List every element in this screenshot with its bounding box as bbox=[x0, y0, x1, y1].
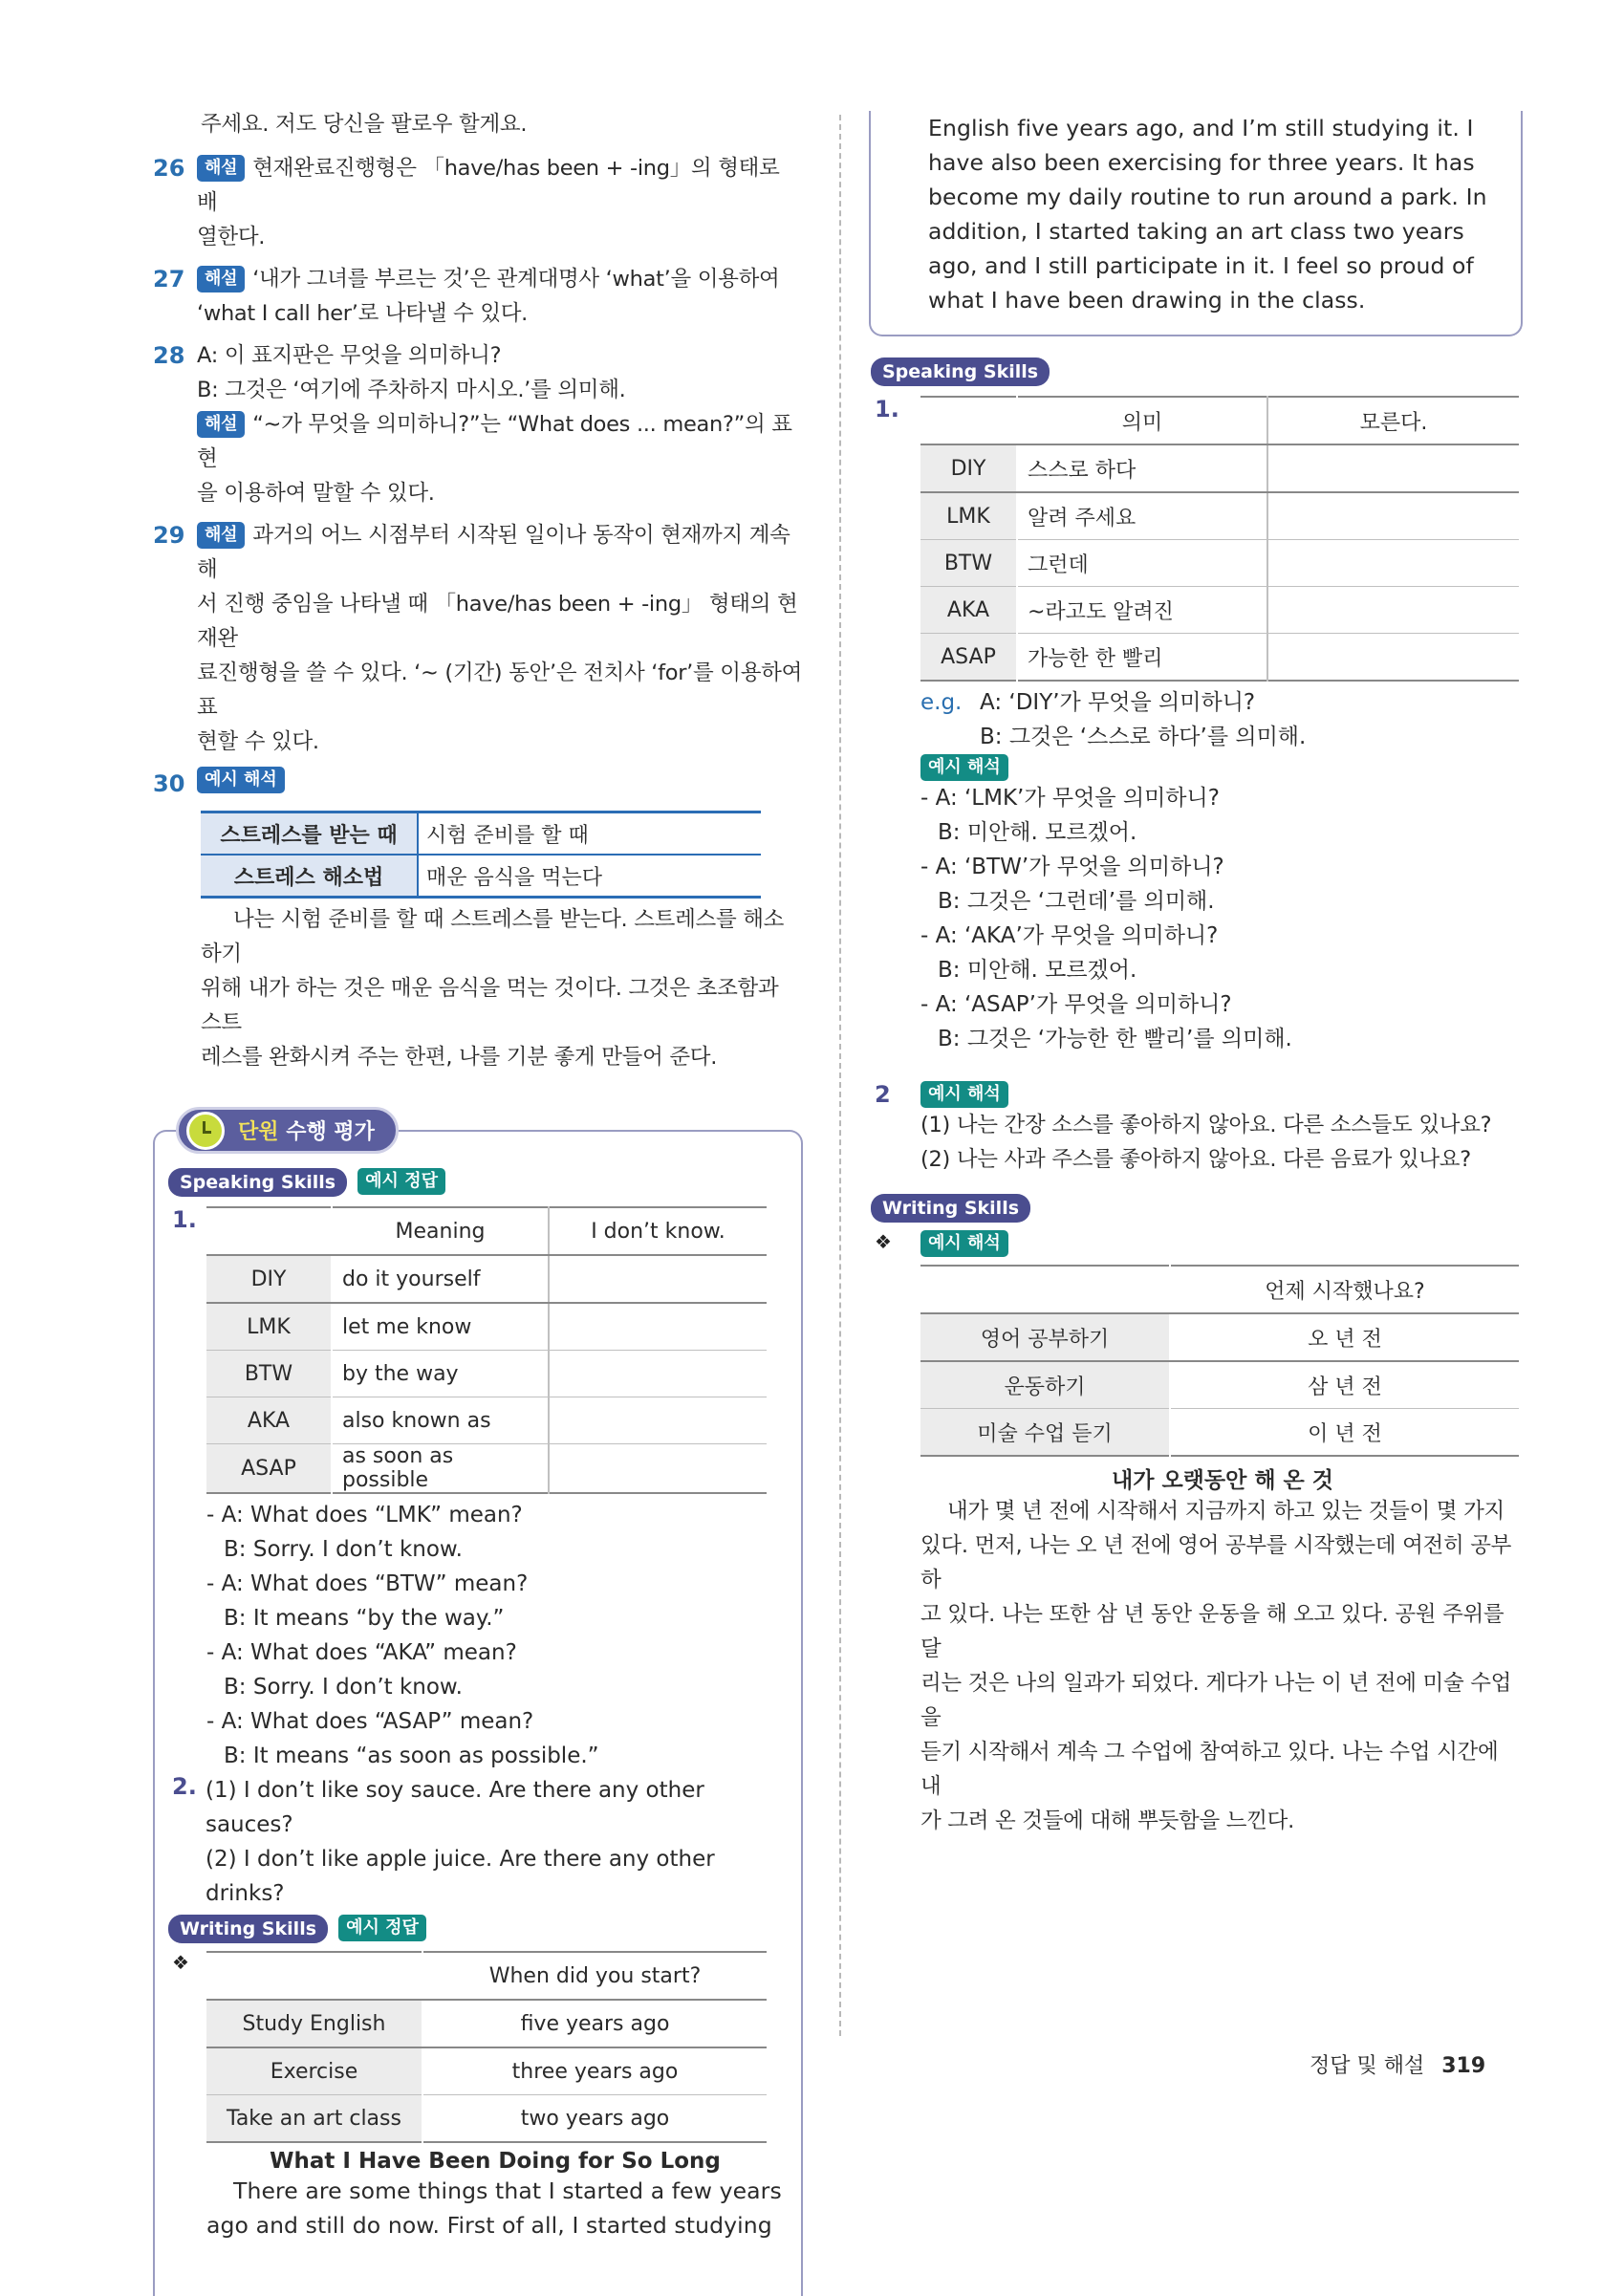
table-row bbox=[206, 1397, 767, 1444]
right-column bbox=[875, 111, 1525, 1838]
table-header-cell bbox=[206, 1952, 422, 2000]
korean-essay bbox=[920, 1462, 1525, 1838]
entry-line: B: 그것은 ‘여기에 주차하지 마시오.’를 의미해. bbox=[197, 378, 626, 402]
question-number: 2 bbox=[875, 1081, 891, 1108]
dialog-line: - A: What does “BTW” mean? bbox=[206, 1571, 529, 1596]
answer-line: (1) 나는 간장 소스를 좋아하지 않아요. 다른 소스들도 있나요? bbox=[920, 1113, 1492, 1137]
writing-table bbox=[920, 1265, 1519, 1457]
diamond-icon: ❖ bbox=[875, 1230, 892, 1253]
speaking-skills-label: Speaking Skills bbox=[871, 357, 1050, 386]
essay-line: addition, I started taking an art class two years bbox=[928, 218, 1464, 245]
table-cell: do it yourself bbox=[332, 1255, 549, 1303]
table-cell: 가능한 한 빨리 bbox=[1017, 634, 1267, 682]
table-cell: DIY bbox=[920, 444, 1017, 492]
dialog-line: B: Sorry. I don’t know. bbox=[224, 1675, 463, 1700]
essay-line: 있다. 먼저, 나는 오 년 전에 영어 공부를 시작했는데 여전히 공부하 bbox=[920, 1533, 1512, 1592]
entry-text: “~가 무엇을 의미하니?”는 “What does ... mean?”의 표현 bbox=[197, 412, 792, 471]
table-cell: let me know bbox=[332, 1303, 549, 1351]
table-cell bbox=[549, 1303, 767, 1351]
entry-line: 현할 수 있다. bbox=[197, 729, 319, 754]
dialog-line: - A: ‘AKA’가 무엇을 의미하니? bbox=[920, 923, 1219, 948]
explanation-tag: 예시 해석 bbox=[197, 767, 285, 793]
paragraph-line: 위해 내가 하는 것은 매운 음식을 먹는 것이다. 그것은 초조함과 스트 bbox=[201, 976, 779, 1035]
writing-skills-label: Writing Skills bbox=[168, 1915, 328, 1943]
entry-line bbox=[197, 262, 803, 296]
table-cell: 오 년 전 bbox=[1170, 1313, 1519, 1361]
speaking-q2 bbox=[172, 1773, 784, 1911]
table-cell bbox=[549, 1351, 767, 1397]
table-cell: 영어 공부하기 bbox=[920, 1313, 1170, 1361]
table-row bbox=[920, 634, 1519, 682]
table-header bbox=[206, 1952, 767, 2000]
question-number: 1. bbox=[172, 1206, 197, 1233]
question-number: 2. bbox=[172, 1773, 197, 1800]
table-cell: 스트레스 해소법 bbox=[201, 855, 418, 898]
table-row bbox=[920, 444, 1519, 492]
entry-line: A: 이 표지판은 무엇을 의미하니? bbox=[197, 343, 502, 368]
table-row bbox=[201, 812, 761, 856]
dialog-line: B: It means “by the way.” bbox=[224, 1606, 505, 1631]
table-cell: 시험 준비를 할 때 bbox=[418, 812, 761, 856]
table-cell: 스스로 하다 bbox=[1017, 444, 1267, 492]
table-row bbox=[920, 1313, 1519, 1361]
dialog-line: - A: ‘ASAP’가 무엇을 의미하니? bbox=[920, 992, 1232, 1017]
table-cell bbox=[549, 1444, 767, 1494]
entry-text: ‘내가 그녀를 부르는 것’은 관계대명사 ‘what’을 이용하여 bbox=[252, 267, 780, 292]
question-number: 1. bbox=[875, 396, 899, 422]
table-row bbox=[920, 587, 1519, 634]
answer-entries bbox=[153, 151, 803, 759]
table-cell: 삼 년 전 bbox=[1170, 1361, 1519, 1409]
table-row bbox=[206, 1351, 767, 1397]
speaking-q1 bbox=[172, 1206, 784, 1494]
essay-line: what I have been drawing in the class. bbox=[928, 287, 1366, 314]
table-header-cell: 의미 bbox=[1017, 397, 1267, 444]
explanation-tag: 해설 bbox=[197, 155, 245, 182]
speaking-dialog bbox=[206, 1498, 784, 1773]
entry-line bbox=[197, 407, 803, 476]
unit-assessment-box bbox=[153, 1120, 803, 2296]
entry-number: 27 bbox=[153, 266, 185, 292]
table-header-cell: 모른다. bbox=[1267, 397, 1519, 444]
dialog-line: - A: ‘BTW’가 무엇을 의미하니? bbox=[920, 855, 1224, 879]
table-cell: 스트레스를 받는 때 bbox=[201, 812, 418, 856]
table-row bbox=[206, 1255, 767, 1303]
table-header bbox=[920, 1266, 1519, 1313]
abbrev-table bbox=[206, 1206, 767, 1494]
paragraph-line: 나는 시험 준비를 할 때 스트레스를 받는다. 스트레스를 해소하기 bbox=[201, 907, 785, 966]
meaning-table bbox=[920, 396, 1519, 682]
table-cell: 매운 음식을 먹는다 bbox=[418, 855, 761, 898]
table-cell: 그런데 bbox=[1017, 540, 1267, 587]
explanation-tag: 해설 bbox=[197, 266, 245, 292]
answer-line: (2) I don’t like apple juice. Are there any other drinks? bbox=[205, 1847, 715, 1906]
table-cell: DIY bbox=[206, 1255, 332, 1303]
table-cell bbox=[549, 1397, 767, 1444]
table-cell: 운동하기 bbox=[920, 1361, 1170, 1409]
entry-line: 을 이용하여 말할 수 있다. bbox=[197, 481, 435, 506]
dialog-line: B: 그것은 ‘가능한 한 빨리’를 의미해. bbox=[938, 1027, 1292, 1051]
dialog-line: B: It means “as soon as possible.” bbox=[224, 1744, 599, 1768]
example-line: A: ‘DIY’가 무엇을 의미하니? bbox=[980, 690, 1256, 715]
stress-table bbox=[201, 811, 761, 899]
entry-body bbox=[197, 262, 803, 331]
entry-30 bbox=[153, 767, 803, 801]
clock-icon bbox=[186, 1112, 225, 1150]
writing-section bbox=[172, 1951, 784, 2143]
table-cell: Take an art class bbox=[206, 2095, 422, 2143]
translation-tag: 예시 해석 bbox=[920, 1230, 1008, 1257]
table-cell bbox=[1267, 540, 1519, 587]
essay-title: What I Have Been Doing for So Long bbox=[270, 2149, 721, 2174]
explanation-tag: 해설 bbox=[197, 411, 245, 438]
table-row bbox=[206, 2000, 767, 2047]
essay-line: have also been exercising for three years. It has bbox=[928, 149, 1475, 176]
table-header bbox=[206, 1207, 767, 1255]
intro-line: 주세요. 저도 당신을 팔로우 할게요. bbox=[201, 112, 528, 137]
dialog-line: B: 미안해. 모르겠어. bbox=[938, 820, 1137, 845]
table-cell: by the way bbox=[332, 1351, 549, 1397]
table-cell bbox=[1267, 492, 1519, 540]
speaking-q1 bbox=[875, 396, 1525, 682]
essay-line: ago, and I still participate in it. I feel so proud of bbox=[928, 252, 1474, 279]
answer-tag: 예시 정답 bbox=[357, 1168, 445, 1195]
essay-line: 듣기 시작해서 계속 그 수업에 참여하고 있다. 나는 수업 시간에 내 bbox=[920, 1740, 1499, 1799]
writing-section bbox=[875, 1230, 1525, 1257]
table-header bbox=[920, 397, 1519, 444]
entry-line bbox=[197, 518, 803, 587]
entry-29 bbox=[153, 518, 803, 759]
translated-dialog bbox=[920, 781, 1525, 1056]
table-cell: 미술 수업 듣기 bbox=[920, 1409, 1170, 1457]
entry-27 bbox=[153, 262, 803, 331]
table-cell: Study English bbox=[206, 2000, 422, 2047]
example bbox=[920, 685, 1525, 1056]
table-cell: as soon as possible bbox=[332, 1444, 549, 1494]
essay-line: become my daily routine to run around a park. In bbox=[928, 184, 1487, 210]
dialog-line: B: 미안해. 모르겠어. bbox=[938, 958, 1137, 983]
table-row bbox=[920, 492, 1519, 540]
dialog-line: B: Sorry. I don’t know. bbox=[224, 1537, 463, 1562]
example-line: B: 그것은 ‘스스로 하다’를 의미해. bbox=[980, 725, 1307, 749]
entry-line: 열한다. bbox=[197, 225, 266, 249]
table-cell: BTW bbox=[920, 540, 1017, 587]
essay-line: 고 있다. 나는 또한 삼 년 동안 운동을 해 오고 있다. 공원 주위를 달 bbox=[920, 1602, 1505, 1661]
table-cell: ASAP bbox=[206, 1444, 332, 1494]
table-cell: 알려 주세요 bbox=[1017, 492, 1267, 540]
table-header-cell bbox=[920, 1266, 1170, 1313]
explanation-tag: 해설 bbox=[197, 522, 245, 549]
translation-tag: 예시 해석 bbox=[920, 754, 1008, 781]
table-cell: Exercise bbox=[206, 2047, 422, 2095]
essay-line: ago and still do now. First of all, I started studying bbox=[206, 2212, 772, 2239]
title-text: 수행 평가 bbox=[286, 1120, 375, 1144]
footer-label: 정답 및 해설 bbox=[1310, 2054, 1425, 2078]
answer-tag: 예시 정답 bbox=[338, 1915, 426, 1941]
table-cell bbox=[1267, 587, 1519, 634]
table-row bbox=[920, 540, 1519, 587]
table-cell bbox=[549, 1255, 767, 1303]
table-header-cell: When did you start? bbox=[422, 1952, 767, 2000]
table-header-cell: 언제 시작했나요? bbox=[1170, 1266, 1519, 1313]
essay-line: There are some things that I started a few years bbox=[233, 2177, 782, 2204]
speaking-skills-label: Speaking Skills bbox=[168, 1168, 347, 1197]
table-cell: BTW bbox=[206, 1351, 332, 1397]
entry-text: 과거의 어느 시점부터 시작된 일이나 동작이 현재까지 계속해 bbox=[197, 523, 790, 582]
table-cell bbox=[1267, 444, 1519, 492]
table-cell: also known as bbox=[332, 1397, 549, 1444]
dialog-line: - A: What does “LMK” mean? bbox=[206, 1503, 523, 1527]
entry-26 bbox=[153, 151, 803, 254]
table-cell: three years ago bbox=[422, 2047, 767, 2095]
table-cell bbox=[1267, 634, 1519, 682]
table-row bbox=[206, 2047, 767, 2095]
entry-number: 28 bbox=[153, 342, 185, 369]
entry-text: 현재완료진행형은 「have/has been + -ing」의 형태로 배 bbox=[197, 156, 780, 215]
table-row bbox=[206, 1303, 767, 1351]
table-row bbox=[206, 1444, 767, 1494]
entry-line: 서 진행 중임을 나타낼 때 「have/has been + -ing」 형태의 현재완 bbox=[197, 592, 798, 651]
entry-number: 26 bbox=[153, 155, 185, 182]
left-column bbox=[153, 105, 803, 2296]
dialog-line: - A: ‘LMK’가 무엇을 의미하니? bbox=[920, 786, 1220, 811]
writing-table bbox=[206, 1951, 767, 2143]
table-header-cell: I don’t know. bbox=[549, 1207, 767, 1255]
table-cell: LMK bbox=[206, 1303, 332, 1351]
table-cell: AKA bbox=[206, 1397, 332, 1444]
eg-label: e.g. bbox=[920, 690, 963, 715]
entry-number: 30 bbox=[153, 770, 185, 797]
page-number: 319 bbox=[1441, 2054, 1486, 2078]
entry-body bbox=[197, 338, 803, 510]
writing-skills-label: Writing Skills bbox=[871, 1194, 1030, 1223]
table-header-cell bbox=[920, 397, 1017, 444]
entry-number: 29 bbox=[153, 522, 185, 549]
speaking-q2 bbox=[875, 1081, 1525, 1177]
table-cell: AKA bbox=[920, 587, 1017, 634]
table-cell: 이 년 전 bbox=[1170, 1409, 1519, 1457]
entry-line bbox=[197, 151, 803, 220]
essay-line: English five years ago, and I’m still studying it. I bbox=[928, 115, 1474, 141]
entry-body bbox=[197, 151, 803, 254]
table-cell: ~라고도 알려진 bbox=[1017, 587, 1267, 634]
q30-paragraph bbox=[153, 902, 803, 1074]
table-cell: ASAP bbox=[920, 634, 1017, 682]
table-row bbox=[201, 855, 761, 898]
table-header-cell: Meaning bbox=[332, 1207, 549, 1255]
dialog-line: B: 그것은 ‘그런데’를 의미해. bbox=[938, 889, 1215, 914]
unit-assessment-title bbox=[176, 1107, 399, 1154]
table-row bbox=[920, 1361, 1519, 1409]
table-cell: two years ago bbox=[422, 2095, 767, 2143]
table-cell: LMK bbox=[920, 492, 1017, 540]
entry-28 bbox=[153, 338, 803, 510]
essay-continuation-box bbox=[869, 111, 1523, 336]
essay-line: 내가 몇 년 전에 시작해서 지금까지 하고 있는 것들이 몇 가지 bbox=[947, 1499, 1505, 1524]
table-row bbox=[206, 2095, 767, 2143]
table-cell: five years ago bbox=[422, 2000, 767, 2047]
essay-line: 리는 것은 나의 일과가 되었다. 게다가 나는 이 년 전에 미술 수업을 bbox=[920, 1671, 1512, 1730]
answer-line: (1) I don’t like soy sauce. Are there any other sauces? bbox=[205, 1778, 704, 1837]
translation-tag: 예시 해석 bbox=[920, 1081, 1008, 1108]
diamond-icon: ❖ bbox=[172, 1951, 189, 1974]
table-row bbox=[920, 1409, 1519, 1457]
essay-title: 내가 오랫동안 해 온 것 bbox=[1112, 1468, 1333, 1493]
title-highlight: 단원 bbox=[238, 1120, 279, 1144]
answer-line: (2) 나는 사과 주스를 좋아하지 않아요. 다른 음료가 있나요? bbox=[920, 1147, 1471, 1172]
essay-line: 가 그려 온 것들에 대해 뿌듯함을 느낀다. bbox=[920, 1809, 1294, 1833]
paragraph-line: 레스를 완화시켜 주는 한편, 나를 기분 좋게 만들어 준다. bbox=[201, 1045, 718, 1070]
column-divider bbox=[839, 115, 841, 2036]
page-footer bbox=[1310, 2049, 1485, 2079]
entry-body bbox=[197, 518, 803, 759]
dialog-line: - A: What does “AKA” mean? bbox=[206, 1640, 517, 1665]
dialog-line: - A: What does “ASAP” mean? bbox=[206, 1709, 534, 1734]
entry-line: 료진행형을 쓸 수 있다. ‘~ (기간) 동안’은 전치사 ‘for’를 이용하여 표 bbox=[197, 661, 803, 720]
table-header-cell bbox=[206, 1207, 332, 1255]
entry-line: ‘what I call her’로 나타낼 수 있다. bbox=[197, 301, 529, 326]
